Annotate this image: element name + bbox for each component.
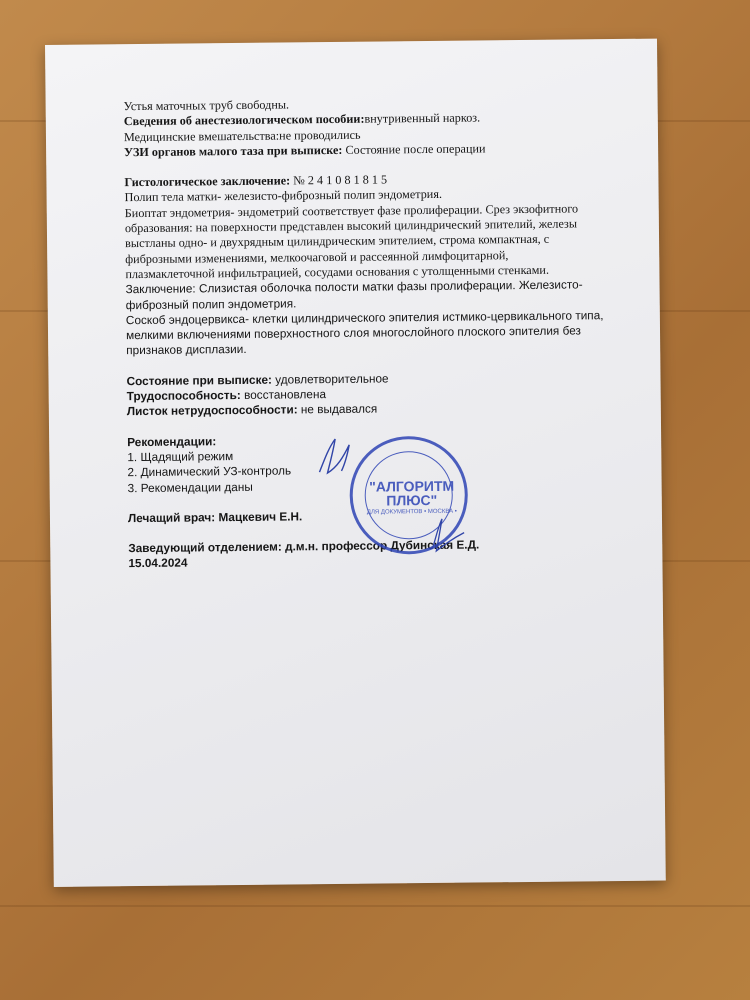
anesthesia-value: внутривенный наркоз. — [364, 110, 481, 126]
head-signature — [422, 511, 472, 557]
discharge-value: удовлетворительное — [271, 371, 389, 387]
histology-text-line: Биоптат эндометрия- эндометрий соответствует фазе пролиферации. Срез экзофитного — [124, 201, 579, 220]
conclusion-line: Соскоб эндоцервикса- клетки цилиндрического эпителия истмико-цервикального типа, — [125, 308, 604, 328]
histology-text-line: плазмаклеточной инфильтрацией, сосудами основания с утолщенными стенками. — [125, 262, 550, 282]
recommendations-title: Рекомендации: — [127, 433, 217, 449]
histology-text-line: фиброзными изменениями, мелкоочаговой и рассеянной лимфоцитарной, — [125, 247, 509, 266]
stamp-name-line1: "АЛГОРИТМ — [369, 477, 455, 495]
attending-doctor: Лечащий врач: Мацкевич Е.Н. — [127, 509, 303, 525]
ultrasound-value: Состояние после операции — [342, 141, 486, 157]
conclusion-line: фиброзный полип эндометрия. — [125, 295, 297, 312]
histology-label: Гистологическое заключение: — [124, 173, 291, 190]
tubes-line: Устья маточных труб свободны. — [123, 97, 290, 114]
workability-value: восстановлена — [240, 387, 327, 403]
recommendation-item: 2. Динамический УЗ-контроль — [127, 463, 292, 480]
sickleave-value: не выдавался — [297, 401, 378, 417]
recommendation-item: 1. Щадящий режим — [127, 448, 234, 465]
histology-text-line: образования: на поверхности представлен высокий цилиндрический эпителий, железы — [124, 216, 578, 236]
histology-text-line: Полип тела матки- железисто-фиброзный полип эндометрия. — [124, 187, 443, 205]
conclusion-line: Заключение: Слизистая оболочка полости матки фазы пролиферации. Железисто- — [125, 277, 583, 297]
conclusion-line: признаков дисплазии. — [126, 342, 247, 358]
discharge-label: Состояние при выписке: — [126, 372, 273, 388]
stamp-name — [353, 479, 471, 508]
interventions-line: Медицинские вмешательства:не проводились — [123, 127, 361, 144]
workability-label: Трудоспособность: — [126, 388, 241, 404]
stamp-bottom-text: ДЛЯ ДОКУМЕНТОВ • МОСКВА • — [366, 508, 457, 516]
ultrasound-label: УЗИ органов малого таза при выписке: — [124, 142, 343, 160]
recommendation-item: 3. Рекомендации даны — [127, 479, 253, 495]
document-page — [45, 39, 666, 887]
stamp-name-line2: ПЛЮС" — [386, 491, 438, 509]
histology-number: № 2 4 1 0 8 1 8 1 5 — [290, 172, 388, 188]
document-date: 15.04.2024 — [128, 555, 188, 571]
department-head: Заведующий отделением: д.м.н. профессор Дубинская Е.Д. — [128, 537, 480, 556]
conclusion-line: мелкими включениями поверхностного слоя многослойного плоского эпителия без — [125, 323, 581, 343]
sickleave-label: Листок нетрудоспособности: — [126, 402, 298, 419]
anesthesia-label: Сведения об анестезиологическом пособии: — [123, 111, 365, 129]
histology-text-line: выстланы одно- и двухрядным цилиндрическим эпителием, строма компактная, с — [125, 232, 550, 251]
